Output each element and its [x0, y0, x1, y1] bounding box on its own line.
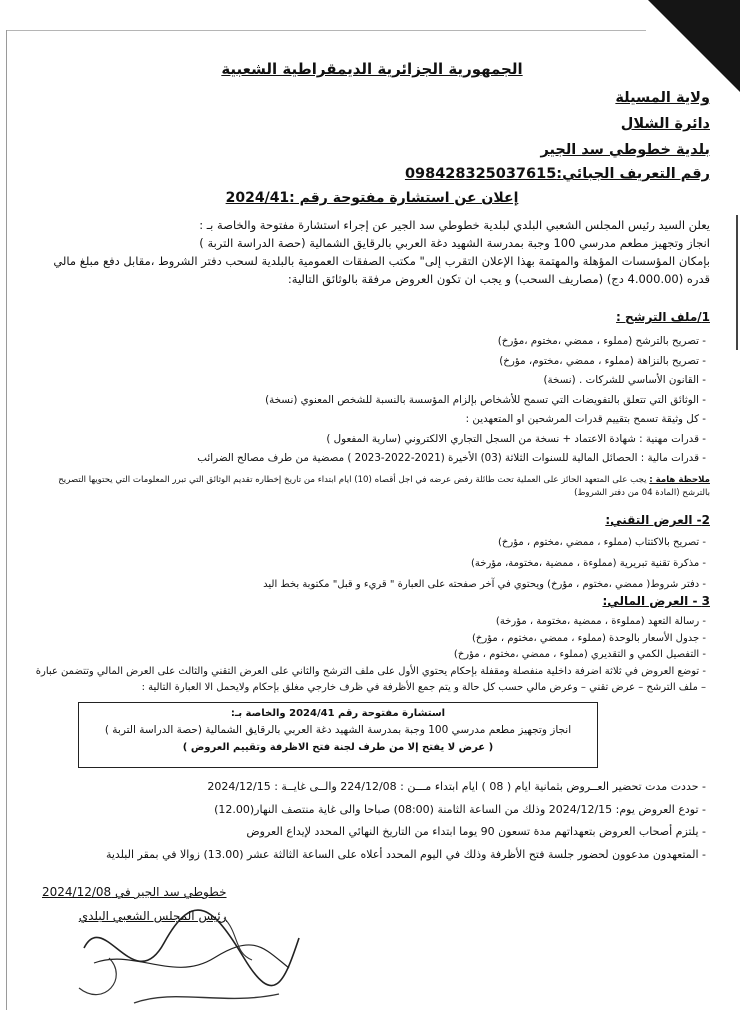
important-note	[34, 474, 710, 500]
announcement-project: انجاز وتجهيز مطعم مدرسي 100 وجبة بمدرسة الشهيد دغة العربي بالرقايق الشمالية (حصة الدراسة التربة )	[199, 236, 710, 250]
candidacy-documents-list	[34, 332, 706, 469]
schedule-list	[34, 776, 706, 866]
list-item: - تودع العروض يوم: 2024/12/15 وذلك من الساعة الثامنة (08:00) صباحا والى غاية منتصف النهار(12.00)	[214, 802, 706, 816]
list-item: - قدرات مهنية : شهادة الاعتماد + نسخة من السجل التجاري الالكتروني (سارية المفعول )	[326, 432, 706, 445]
scan-edge-top	[6, 30, 646, 31]
list-item: - الوثائق التي تتعلق بالتفويضات التي تسمح للأشخاص بإلزام المؤسسة بالنسبة للشخص المعنوي (نسخة)	[265, 393, 706, 406]
fiscal-id-number: 098428325037615	[404, 166, 557, 182]
list-item: - حددت مدت تحضير العــروض بثمانية ايام ( 08 ) ايام ابتداء مـــن : 224/12/08 والــى غايــة : 2024/12/15	[207, 780, 706, 793]
announcement-title: إعلان عن استشارة مفتوحة رقم :2024/41	[225, 190, 519, 206]
list-item: - رسالة التعهد (مملوءة ، ممضية ،مختومة ، مؤرخة)	[495, 616, 706, 627]
wilaya-name: ولاية المسيلة	[615, 90, 710, 106]
fiscal-id	[405, 166, 710, 182]
announcement-intro: يعلن السيد رئيس المجلس الشعبي البلدي لبلدية خطوطي سد الجير عن إجراء استشارة مفتوحة والخاصة بـ :	[199, 218, 710, 232]
financial-offer-list	[34, 614, 706, 697]
note-label: ملاحظة هامة :	[649, 475, 710, 485]
envelope-line-2: انجاز وتجهيز مطعم مدرسي 100 وجبة بمدرسة الشهيد دغة العربي بالرقايق الشمالية (حصة الدراسة التربة )	[104, 724, 572, 736]
daira-name: دائرة الشلال	[620, 116, 710, 132]
announcement-invitation: بإمكان المؤسسات المؤهلة والمهتمة بهذا الإعلان التقرب إلى" مكتب الصفقات العمومية بالبلدية لسحب دفتر الشروط ،مقابل دفع مبلغ مالي قدره (4.000.00 دج) (مصاريف السحب) و يجب ان تكون العروض مرفقة بالوثائق التالية:	[53, 254, 710, 286]
list-item: - مذكرة تقنية تبريرية (مملوءة ، ممضية ،مختومة، مؤرخة)	[471, 558, 706, 569]
republic-title: الجمهورية الجزائرية الديمقراطية الشعبية	[221, 60, 523, 78]
technical-offer-list	[34, 532, 706, 595]
list-item: - القانون الأساسي للشركات . (نسخة)	[543, 374, 706, 386]
scan-edge-left	[6, 30, 7, 1010]
envelope-line-1: استشارة مفتوحة رقم 2024/41 والخاصة بـ:	[230, 708, 446, 719]
list-item: - تصريح بالاكتتاب (مملوء ، ممضي ،مختوم ، مؤرخ)	[498, 537, 706, 548]
list-item: - جدول الأسعار بالوحدة (مملوء ، ممضي ،مختوم ، مؤرخ)	[472, 632, 706, 644]
section-candidacy-title: 1/ملف الترشح :	[616, 310, 710, 324]
signature-role: رئيس المجلس الشعبي البلدي	[78, 909, 227, 923]
list-item: - كل وثيقة تسمح بتقييم قدرات المرشحين او المتعهدين :	[465, 413, 706, 425]
signature-place-date: خطوطي سد الجير في 2024/12/08	[42, 885, 227, 899]
list-item: - يلتزم أصحاب العروض بتعهداتهم مدة تسعون 90 يوما ابتداء من التاريخ النهائي المحدد لإيداع العروض	[246, 825, 706, 838]
list-item: - قدرات مالية : الحصائل المالية للسنوات الثلاثة (03) الأخيرة (2021-2022-2023 ) مصضية من طرف مصالح الضرائب	[197, 452, 706, 464]
fiscal-id-label: رقم التعريف الجبائي:	[556, 166, 710, 182]
envelope-line-3: ( عرض لا يفتح إلا من طرف لجنة فتح الاظرفة وتقييم العروض )	[182, 742, 494, 753]
list-item: - المتعهدون مدعوون لحضور جلسة فتح الأظرفة وذلك في اليوم المحدد أعلاه على الساعة الثالثة عشر (13.00) زوالا في بمقر البلدية	[105, 847, 706, 861]
section-technical-title: 2- العرض التقني:	[605, 513, 710, 527]
list-item: - تصريح بالنزاهة (مملوء ، ممضي ،مختوم، مؤرخ)	[499, 354, 706, 367]
commune-name: بلدية خطوطي سد الجير	[540, 142, 710, 158]
handwritten-signature	[74, 888, 304, 1018]
document-page	[34, 48, 710, 1018]
section-financial-title: 3 - العرض المالي:	[602, 594, 710, 608]
list-item: - دفتر شروط( ممضي ،مختوم ، مؤرخ) ويحتوي في آخر صفحته على العبارة " قريء و قبل" مكتوبة بخط اليد	[263, 579, 706, 590]
announcement-body	[34, 216, 710, 288]
list-item: - توضع العروض في ثلاثة اضرفة داخلية منفصلة ومقفلة بإحكام يحتوي الأول على ملف الترشح والثاني على العرض التقني والثالث على العرض المالي وتتضمن عبارة – ملف الترشح – عرض تقني – وعرض مالي حسب كل حالة و يتم جمع الأظرفة في ظرف خارجي مغلق بإحكام ولايحمل الا العبارة التالية :	[35, 665, 706, 693]
list-item: - التفصيل الكمي و التقديري (مملوء ، ممضي ،مختوم ، مؤرخ)	[453, 649, 706, 660]
note-text: يجب على المتعهد الحائز على العملية تحت طائلة رفض عرضه في اجل أقصاه (10) ايام ابتداء من تاريخ إخطاره تقديم الوثائق التي تبرر المعلومات التي يحتويها التصريح بالترشح (المادة 04 من دفتر الشروط)	[58, 475, 710, 498]
scan-edge-right	[736, 215, 738, 350]
list-item: - تصريح بالترشح (مملوء ، ممضي ،مختوم ،مؤرخ)	[497, 335, 706, 347]
envelope-label-box	[78, 702, 598, 768]
